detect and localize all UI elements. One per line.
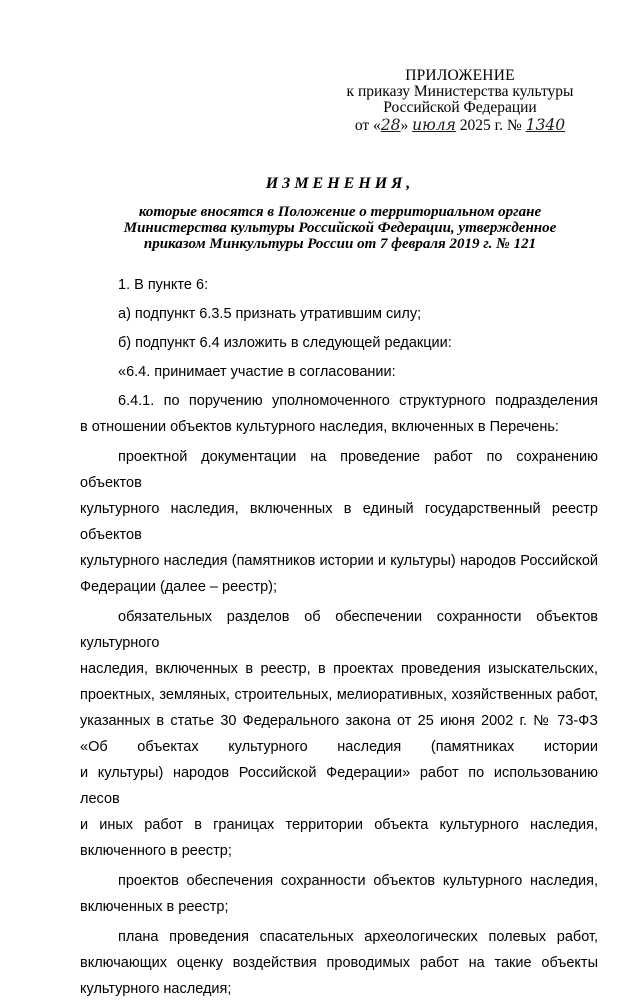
- appendix-date-line: [300, 117, 620, 134]
- title-line-3: приказом Минкультуры России от 7 февраля 2019 г. № 121: [143, 236, 537, 252]
- title-line-1: которые вносятся в Положение о территориальном органе: [138, 204, 542, 220]
- paragraph-6: [80, 444, 598, 600]
- document-body: [80, 272, 598, 1006]
- paragraph-7-line-5: «Об объектах культурного наследия (памятниках истории: [80, 739, 598, 755]
- document-title: [80, 176, 600, 252]
- paragraph-7-line-4: указанных в статье 30 Федерального закона от 25 июня 2002 г. № 73-ФЗ: [80, 713, 598, 729]
- paragraph-7-line-8: включенного в реестр;: [80, 843, 232, 859]
- paragraph-6-line-4: Федерации (далее – реестр);: [80, 579, 278, 595]
- paragraph-8-line-2: включенных в реестр;: [80, 899, 229, 915]
- handwritten-month: июля: [412, 116, 456, 134]
- handwritten-order-number: 1340: [525, 116, 566, 134]
- paragraph-7: [80, 604, 598, 864]
- paragraph-8-line-1: проектов обеспечения сохранности объектов культурного наследия,: [118, 873, 598, 889]
- appendix-header: [300, 68, 620, 134]
- date-prefix: от «: [354, 117, 381, 134]
- paragraph-1: 1. В пункте 6:: [118, 277, 209, 293]
- paragraph-6-line-1: проектной документации на проведение работ по сохранению объектов: [80, 449, 598, 491]
- paragraph-9: [80, 924, 598, 1002]
- paragraph-7-line-7: и иных работ в границах территории объекта культурного наследия,: [80, 817, 598, 833]
- paragraph-2: а) подпункт 6.3.5 признать утратившим силу;: [118, 306, 422, 322]
- paragraph-5-line-1: 6.4.1. по поручению уполномоченного структурного подразделения: [118, 393, 598, 409]
- paragraph-4: «6.4. принимает участие в согласовании:: [118, 364, 396, 380]
- appendix-line-1: к приказу Министерства культуры: [346, 83, 574, 100]
- paragraph-9-line-1: плана проведения спасательных археологических полевых работ,: [118, 929, 598, 945]
- paragraph-3: б) подпункт 6.4 изложить в следующей редакции:: [118, 335, 452, 351]
- date-year: 2025 г. №: [459, 117, 522, 134]
- paragraph-8: [80, 868, 598, 920]
- paragraph-7-line-2: наследия, включенных в реестр, в проектах проведения изыскательских,: [80, 661, 598, 677]
- paragraph-5-line-2: в отношении объектов культурного наследия, включенных в Перечень:: [80, 419, 559, 435]
- appendix-line-2: Российской Федерации: [383, 99, 537, 116]
- paragraph-6-line-3: культурного наследия (памятников истории и культуры) народов Российской: [80, 553, 598, 569]
- paragraph-6-line-2: культурного наследия, включенных в единый государственный реестр объектов: [80, 501, 598, 543]
- title-heading: ИЗМЕНЕНИЯ,: [265, 175, 415, 192]
- date-sep: »: [400, 117, 409, 134]
- paragraph-7-line-1: обязательных разделов об обеспечении сохранности объектов культурного: [80, 609, 598, 651]
- title-line-2: Министерства культуры Российской Федерации, утвержденное: [123, 220, 557, 236]
- handwritten-day: 28: [380, 116, 401, 134]
- paragraph-5: [80, 388, 598, 440]
- appendix-title: ПРИЛОЖЕНИЕ: [405, 67, 515, 84]
- paragraph-9-line-2: включающих оценку воздействия проводимых работ на такие объекты: [80, 955, 598, 971]
- paragraph-7-line-6: и культуры) народов Российской Федерации» работ по использованию лесов: [80, 765, 598, 807]
- paragraph-9-line-3: культурного наследия;: [80, 981, 232, 997]
- paragraph-7-line-3: проектных, земляных, строительных, мелиоративных, хозяйственных работ,: [80, 687, 598, 703]
